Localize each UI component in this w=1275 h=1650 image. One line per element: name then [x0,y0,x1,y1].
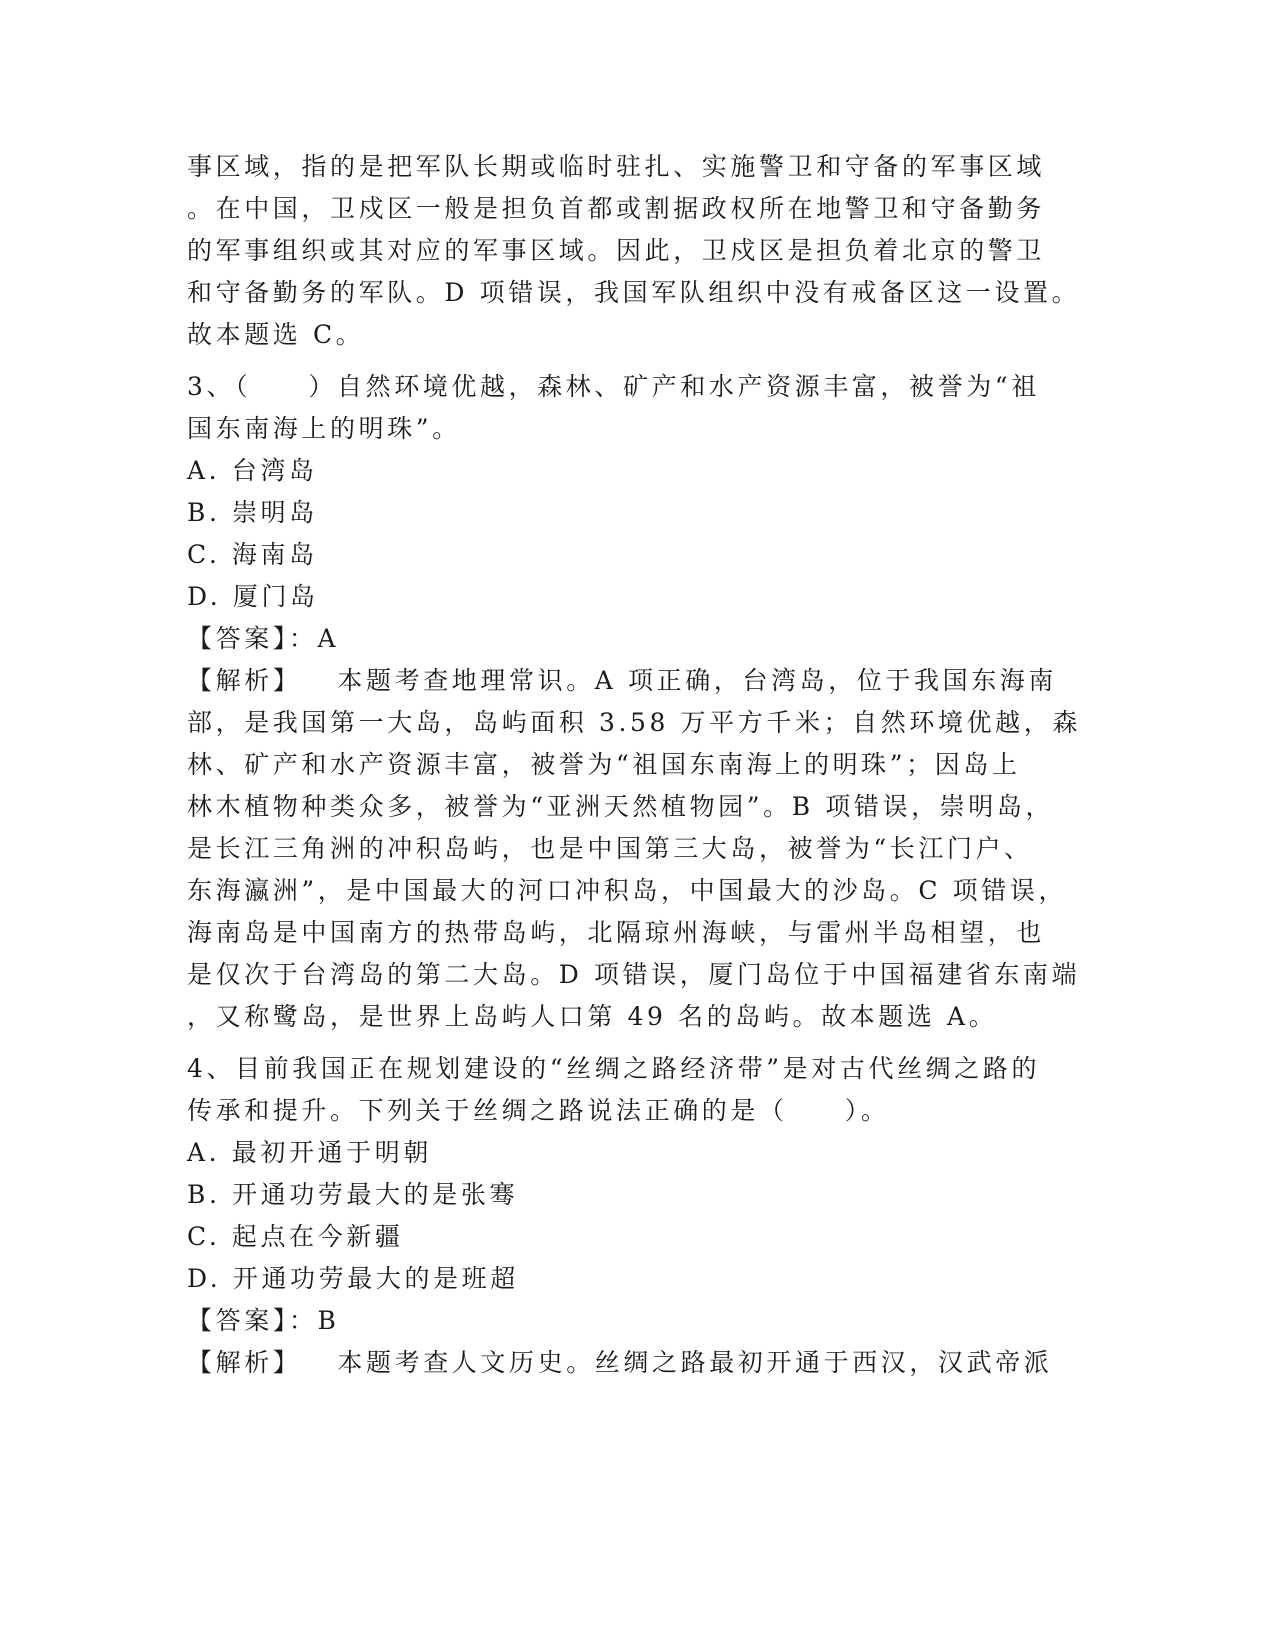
option-b: B. 开通功劳最大的是张骞 [187,1180,519,1209]
answer-value: ：A [288,624,340,653]
text-line: 的军事组织或其对应的军事区域。因此，卫戍区是担负着北京的警卫 [187,236,1046,265]
text-line: 东海瀛洲”，是中国最大的河口冲积岛，中国最大的沙岛。C 项错误， [187,876,1068,905]
analysis-text: 本题考查人文历史。丝绸之路最初开通于西汉，汉武帝派 [337,1348,1053,1377]
option-c: C. 起点在今新疆 [187,1222,404,1251]
text-line: 海南岛是中国南方的热带岛屿，北隔琼州海峡，与雷州半岛相望，也 [187,918,1046,947]
text-line: 和守备勤务的军队。D 项错误，我国军队组织中没有戒备区这一设置。 [187,278,1081,307]
text-line: 林木植物种类众多，被誉为“亚洲天然植物园”。B 项错误，崇明岛， [187,792,1055,821]
question-3 [187,366,1087,1038]
answer-line [187,1300,1087,1342]
text-line: 故本题选 C。 [187,320,365,349]
text-line: 是仅次于台湾岛的第二大岛。D 项错误，厦门岛位于中国福建省东南端 [187,960,1081,989]
option-d: D. 厦门岛 [187,582,319,611]
text-line: 部，是我国第一大岛，岛屿面积 3.58 万平方千米；自然环境优越，森 [187,708,1081,737]
question-stem: 国东南海上的明珠”。 [187,414,461,443]
text-line: 事区域，指的是把军队长期或临时驻扎、实施警卫和守备的军事区域 [187,152,1046,181]
question-stem: 4、目前我国正在规划建设的“丝绸之路经济带”是对古代丝绸之路的 [187,1054,1041,1083]
option-a: A. 最初开通于明朝 [187,1138,432,1167]
prev-explanation [187,146,1087,356]
text-line: 是长江三角洲的冲积岛屿，也是中国第三大岛，被誉为“长江门户、 [187,834,1033,863]
text-line: 林、矿产和水产资源丰富，被誉为“祖国东南海上的明珠”；因岛上 [187,750,1021,779]
option-c: C. 海南岛 [187,540,318,569]
analysis-first-line [187,660,1087,702]
option-b: B. 崇明岛 [187,498,318,527]
question-stem: 传承和提升。下列关于丝绸之路说法正确的是（ ）。 [187,1096,890,1125]
analysis-label: 【解析】 [187,666,302,695]
text-line: ，又称鹭岛，是世界上岛屿人口第 49 名的岛屿。故本题选 A。 [187,1002,998,1031]
answer-line [187,618,1087,660]
question-4 [187,1048,1087,1384]
option-d: D. 开通功劳最大的是班超 [187,1264,519,1293]
analysis-first-line [187,1342,1087,1384]
text-line: 。在中国，卫戍区一般是担负首都或割据政权所在地警卫和守备勤务 [187,194,1046,223]
document-page [187,146,1087,1384]
question-stem: 3、（ ）自然环境优越，森林、矿产和水产资源丰富，被誉为“祖 [187,372,1040,401]
analysis-text: 本题考查地理常识。A 项正确，台湾岛，位于我国东海南 [337,666,1058,695]
answer-label: 【答案】 [187,624,289,653]
answer-value: ：B [288,1306,340,1335]
analysis-label: 【解析】 [187,1348,302,1377]
option-a: A. 台湾岛 [187,456,318,485]
answer-label: 【答案】 [187,1306,289,1335]
